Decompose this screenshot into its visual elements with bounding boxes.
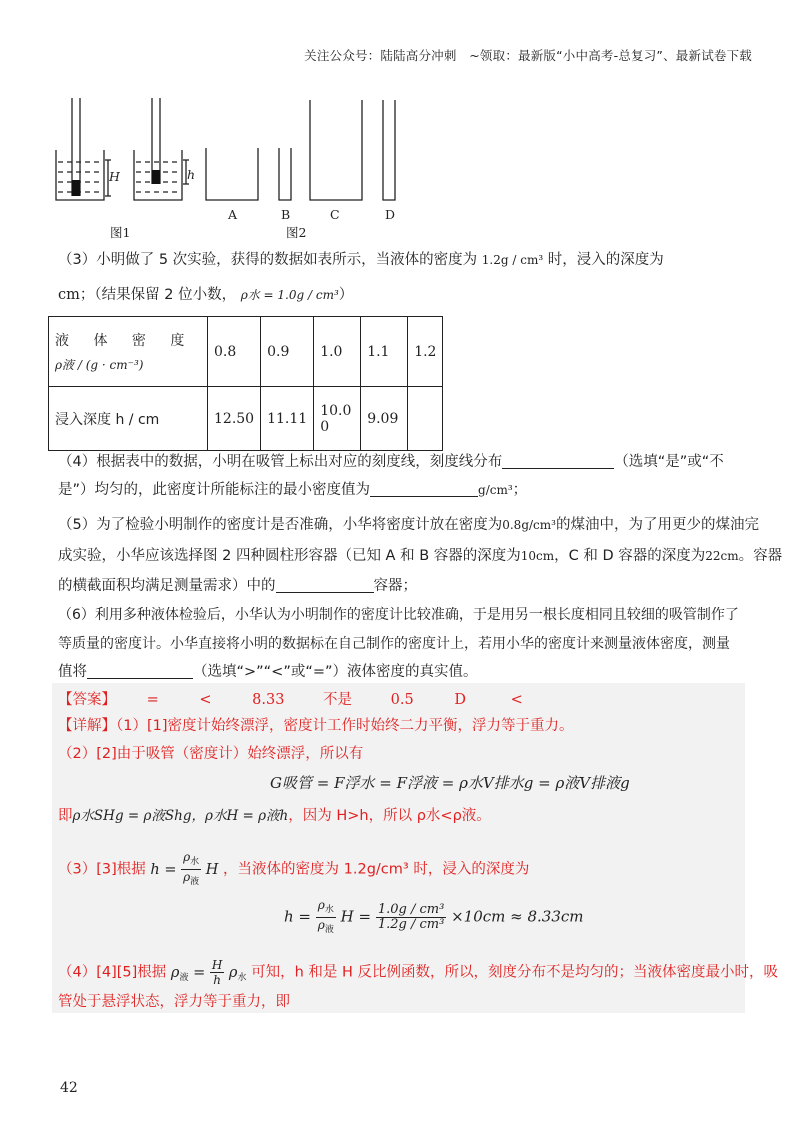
table-cell: 11.11 (261, 387, 314, 451)
table-cell: 9.09 (361, 387, 408, 451)
equation-2: h = $\frac{\rho_水}{\rho_液}$ H = $\frac{\text{1.0g / cm³}}{\text{1.2g / cm³}}$ ×10cm ≈ 8.33cm (284, 898, 584, 935)
fraction-numerator: 1.0g / cm³ (377, 902, 445, 917)
answer-blank (87, 662, 193, 679)
equation-inline: ρ水SHg = ρ液Shg，ρ水H = ρ液h (72, 808, 289, 824)
table-header-density-unit: ρ液 / (g · cm⁻³) (55, 358, 144, 372)
table-cell (408, 387, 443, 451)
explain-text: 即 (58, 808, 73, 824)
answer-label: 【答案】 (58, 692, 116, 708)
formula-inline: $\rho_液$ = $\frac{H}{h}$ $\rho_水$ (170, 958, 247, 987)
q5-line1 (58, 515, 759, 535)
q5-text-e: 。容器 (738, 548, 783, 564)
q5-text-d: ，C 和 D 容器的深度为 (554, 548, 706, 564)
q3-end: ） (338, 287, 354, 303)
answer-blank (276, 576, 374, 593)
q4-unit: g/cm³ (478, 483, 513, 497)
q5-text-f: 的横截面积均满足测量需求）中的 (58, 578, 276, 594)
page-header: 关注公众号：陆陆高分冲刺 ~领取：最新版“小中高考-总复习”、最新试卷下载 (304, 48, 752, 63)
q3-text-b: 时，浸入的深度为 (547, 252, 664, 268)
table-header-density (49, 317, 208, 387)
q3-line2 (58, 285, 353, 305)
table-cell: 0.8 (208, 317, 261, 387)
answer-line (58, 690, 523, 710)
table-header-depth: 浸入深度 h / cm (49, 387, 208, 451)
explain-p2: （2）[2]由于吸管（密度计）始终漂浮，所以有 (58, 746, 364, 762)
q6-text-b: （选填“>”“<”或“=”）液体密度的真实值。 (193, 664, 478, 680)
q5-text-c: 成实验，小华应该选择图 2 四种圆柱形容器（已知 A 和 B 容器的深度为 (58, 548, 521, 564)
equation-1: G吸管 = F浮水 = F浮液 = ρ水V排水g = ρ液V排液g (270, 774, 630, 792)
label-h: h (187, 167, 196, 182)
explain-text: （1）[1]密度计始终漂浮，密度计工作时始终二力平衡，浮力等于重力。 (116, 718, 574, 734)
answer-item: 0.5 (390, 692, 414, 708)
answer-blank (370, 480, 478, 497)
table-header-density-text: 液 体 密 度 (55, 333, 195, 349)
table-cell: 1.1 (361, 317, 408, 387)
explain-text: （3）[3]根据 (58, 861, 146, 878)
table-cell: 0.9 (261, 317, 314, 387)
q4-line1 (58, 452, 724, 472)
fig2-caption: 图2 (286, 225, 307, 240)
answer-item: 不是 (323, 692, 353, 708)
q5-text-b: 的煤油中，为了用更少的煤油完 (555, 517, 759, 533)
explain-text: ，当液体的密度为 1.2g/cm³ 时，浸入的深度为 (223, 861, 530, 878)
label-H: H (109, 169, 120, 184)
page-number: 42 (60, 1080, 78, 1096)
q5-line3 (58, 576, 417, 596)
table-cell: 10.00 (314, 387, 361, 451)
explain-p4 (58, 850, 529, 889)
fraction-denominator: 1.2g / cm³ (377, 917, 445, 932)
table-cell: 1.0 (314, 317, 361, 387)
q6-line1: （6）利用多种液体检验后，小华认为小明制作的密度计比较准确，于是用另一根长度相同且较细的吸管制作了 (58, 607, 739, 623)
q5-depth-cd: 22cm (705, 549, 739, 563)
answer-blank (502, 452, 614, 469)
q5-text-g: 容器； (373, 578, 417, 594)
q4-end: ； (512, 482, 528, 498)
container-label-b: B (281, 207, 291, 222)
q5-line2 (58, 546, 782, 566)
explain-p3 (58, 806, 491, 826)
answer-item: 8.33 (252, 692, 285, 708)
answer-item: = (146, 692, 159, 708)
answer-item: D (454, 692, 466, 708)
explain-text: 可知，h 和是 H 反比例函数，所以，刻度分布不是均匀的；当液体密度最小时，吸 (251, 964, 778, 981)
q6-line2: 等质量的密度计。小华直接将小明的数据标在自己制作的密度计上，若用小华的密度计来测量液体密度，测量 (58, 636, 730, 652)
q4-text-2: 是”）均匀的，此密度计所能标注的最小密度值为 (58, 482, 371, 498)
explain-p6: 管处于悬浮状态，浮力等于重力，即 (58, 994, 290, 1010)
explain-p5 (58, 958, 778, 988)
data-table (48, 316, 443, 451)
q3-line1 (58, 250, 664, 270)
explain-label: 【详解】 (58, 718, 116, 734)
q5-text-a: （5）为了检验小明制作的密度计是否准确，小华将密度计放在密度为 (58, 517, 503, 533)
q3-density-value: 1.2g / cm³ (481, 253, 544, 267)
formula-inline: h = $\frac{\rho_水}{\rho_液}$ H (150, 850, 219, 887)
answer-item: < (510, 692, 523, 708)
explain-text: ，因为 H>h，所以 ρ水<ρ液。 (288, 808, 491, 824)
q3-note: ；（结果保留 2 位小数， (79, 287, 237, 303)
table-row (49, 317, 443, 387)
explain-text: （4）[4][5]根据 (58, 964, 167, 981)
table-cell: 12.50 (208, 387, 261, 451)
q6-line3 (58, 662, 478, 682)
q4-text: （4）根据表中的数据，小明在吸管上标出对应的刻度线，刻度线分布 (58, 454, 503, 470)
q5-depth-ab: 10cm (520, 549, 555, 563)
answer-item: < (199, 692, 212, 708)
q6-text-a: 值将 (58, 664, 87, 680)
container-label-a: A (228, 207, 238, 222)
q4-text-end: （选填“是”或“不 (614, 454, 724, 470)
explain-p1 (58, 716, 574, 736)
q4-line2 (58, 480, 527, 500)
table-cell: 1.2 (408, 317, 443, 387)
table-row (49, 387, 443, 451)
fig1-caption: 图1 (110, 225, 131, 240)
q3-text-a: （3）小明做了 5 次实验，获得的数据如表所示，当液体的密度为 (58, 252, 478, 268)
container-label-c: C (330, 207, 340, 222)
q5-density: 0.8g/cm³ (502, 518, 556, 532)
q3-unit: cm (58, 287, 80, 303)
q3-water-density: ρ水 = 1.0g / cm³ (240, 288, 339, 302)
container-label-d: D (385, 207, 396, 222)
